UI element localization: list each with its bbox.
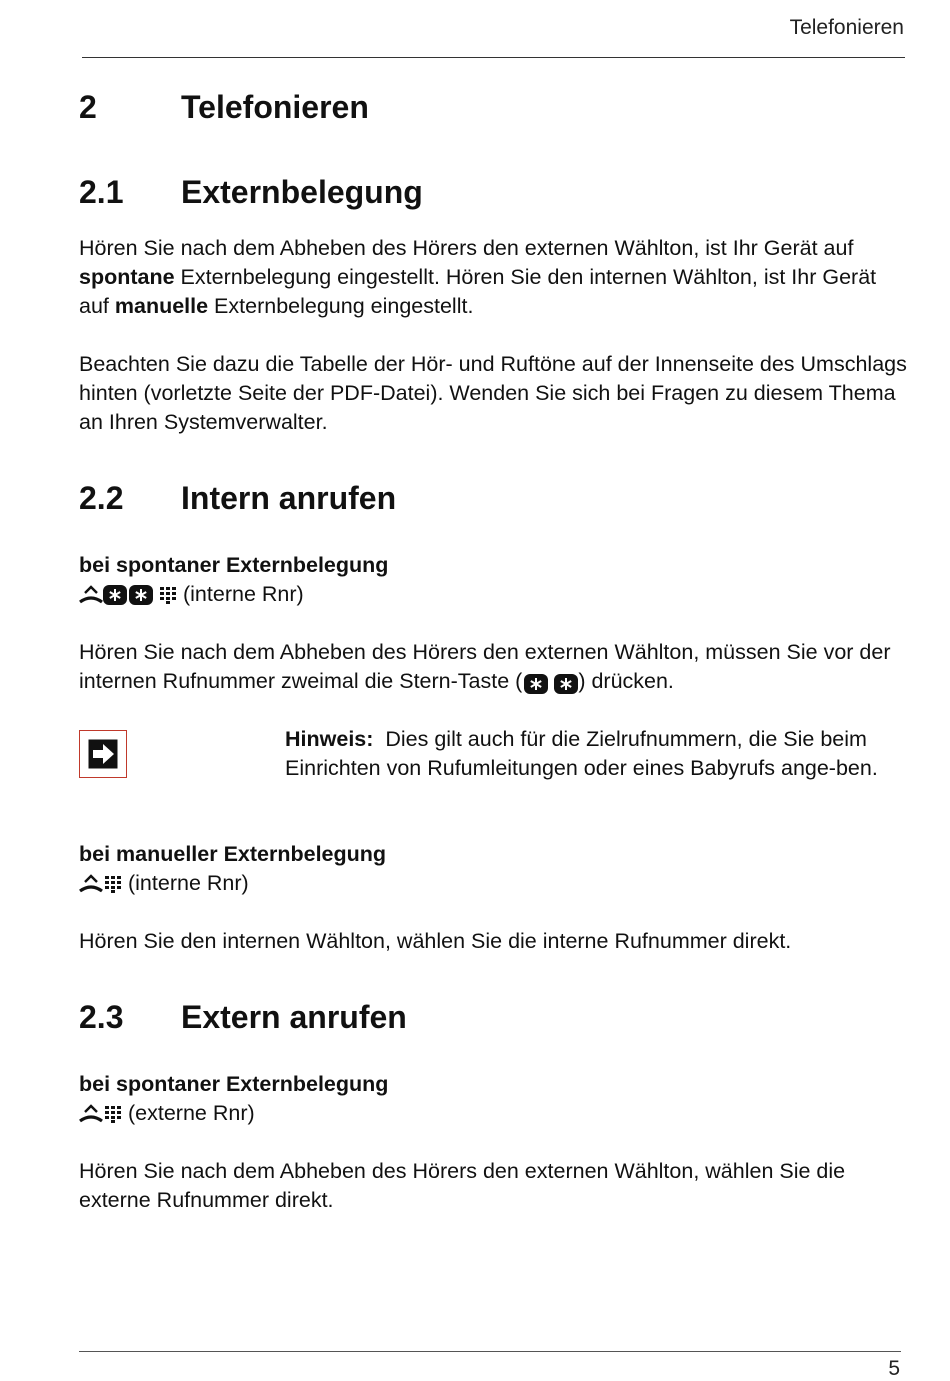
header-rule: [82, 57, 905, 58]
section-number: 2.1: [79, 174, 124, 210]
text-run: Externbelegung eingestellt.: [208, 294, 474, 318]
section-number: 2.3: [79, 999, 124, 1035]
text-run: Hören Sie nach dem Abheben des Hörers den externen Wählton, müssen Sie vor der internen Rufnummer zweimal die Stern-Taste (: [79, 640, 891, 693]
section-number: 2.2: [79, 480, 124, 516]
section-heading-2-3: [79, 997, 407, 1037]
paragraph-tabelle-hinweis: Beachten Sie dazu die Tabelle der Hör- und Ruftöne auf der Innenseite des Umschlags hinten (vorletzte Seite der PDF-Datei). Wenden Sie sich bei Fragen zu diesem Thema an Ihren Systemverwalter.: [79, 352, 907, 434]
text-run: ) drücken.: [578, 669, 674, 693]
note-body: Dies gilt auch für die Zielrufnummern, die Sie beim Einrichten von Rufumleitungen oder eines Babyrufs ange-ben.: [285, 727, 878, 780]
keypad-icon: [104, 1105, 122, 1123]
star-key-icon: [103, 585, 127, 605]
dial-sequence-intern-spontan: [79, 580, 304, 609]
text-run: Hören Sie nach dem Abheben des Hörers den externen Wählton, ist Ihr Gerät auf: [79, 236, 854, 260]
dial-target: (externe Rnr): [128, 1101, 255, 1125]
paragraph-extern: Hören Sie nach dem Abheben des Hörers den externen Wählton, wählen Sie die externe Rufnummer direkt.: [79, 1159, 846, 1212]
note-marker: [79, 730, 127, 778]
subheading-manuell: bei manueller Externbelegung: [79, 842, 387, 866]
keypad-icon: [104, 875, 122, 893]
section-title: Intern anrufen: [181, 480, 397, 516]
keypad-icon: [159, 586, 177, 604]
star-key-icon: [524, 674, 548, 694]
running-header: Telefonieren: [789, 16, 904, 39]
subheading-spontan: bei spontaner Externbelegung: [79, 1072, 389, 1096]
bold-manuelle: manuelle: [114, 294, 209, 318]
section-heading-2-2: [79, 478, 396, 518]
star-key-icon: [554, 674, 578, 694]
handset-lift-icon: [79, 585, 103, 605]
dial-target: (interne Rnr): [128, 871, 249, 895]
handset-lift-icon: [79, 1104, 103, 1124]
page-number: 5: [888, 1357, 900, 1380]
dial-sequence-extern: [79, 1099, 255, 1128]
note-label: Hinweis:: [285, 727, 374, 751]
handset-lift-icon: [79, 874, 103, 894]
section-title: Externbelegung: [181, 174, 423, 210]
note: [285, 725, 905, 783]
subheading-spontan: bei spontaner Externbelegung: [79, 553, 389, 577]
dial-sequence-intern-manuell: [79, 869, 249, 898]
footer-rule: [79, 1351, 901, 1352]
chapter-number: 2: [79, 89, 97, 125]
section-heading-2-1: [79, 172, 423, 212]
dial-target: (interne Rnr): [183, 582, 304, 606]
chapter-heading: [79, 87, 369, 127]
arrow-right-icon: [88, 739, 118, 769]
text-run: Externbelegung eingestellt. Hören Sie den internen Wählton, ist Ihr Gerät auf: [79, 265, 877, 318]
section-title: Extern anrufen: [181, 999, 407, 1035]
star-key-icon: [129, 585, 153, 605]
paragraph-intern-manuell: Hören Sie den internen Wählton, wählen Sie die interne Rufnummer direkt.: [79, 929, 792, 953]
paragraph-stern-taste: [79, 638, 909, 696]
bold-spontane: spontane: [79, 265, 175, 289]
chapter-title: Telefonieren: [181, 89, 369, 125]
paragraph-externbelegung: [79, 234, 909, 321]
